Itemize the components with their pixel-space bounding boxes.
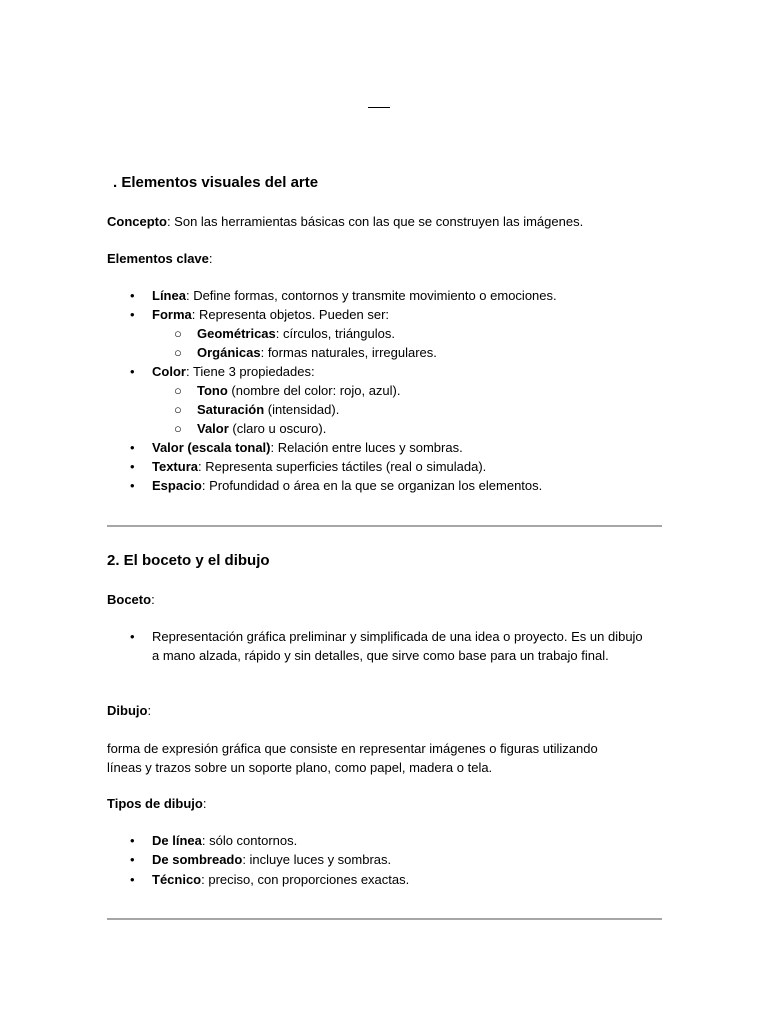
- list-item-forma: [152, 305, 389, 324]
- item-label: Textura: [152, 459, 198, 474]
- list-item-saturacion: [197, 400, 339, 419]
- section1-title: . Elementos visuales del arte: [113, 174, 319, 191]
- list-item-color: [152, 362, 315, 381]
- circle-bullet-icon: ○: [174, 402, 182, 417]
- bullet-icon: •: [130, 364, 135, 379]
- circle-bullet-icon: ○: [174, 421, 182, 436]
- header-line: [368, 107, 390, 108]
- dibujo-label: Dibujo: [107, 703, 148, 718]
- list-item-de-sombreado: [152, 850, 391, 869]
- item-text: : Tiene 3 propiedades:: [185, 364, 315, 379]
- item-text: : sólo contornos.: [201, 833, 298, 848]
- item-text: : Representa superficies táctiles (real o simulada).: [198, 459, 487, 474]
- list-item-valor-prop: [197, 419, 326, 438]
- item-text: : Representa objetos. Pueden ser:: [191, 307, 390, 322]
- item-label: Orgánicas: [197, 345, 261, 360]
- item-label: Forma: [152, 307, 192, 322]
- item-text: : incluye luces y sombras.: [242, 852, 392, 867]
- section-divider: [107, 918, 662, 920]
- bullet-icon: •: [130, 852, 135, 867]
- item-label: De línea: [152, 833, 202, 848]
- colon: :: [147, 703, 152, 718]
- item-text: (nombre del color: rojo, azul).: [227, 383, 401, 398]
- list-item-tecnico: [152, 870, 409, 889]
- concepto-paragraph: [107, 212, 583, 231]
- item-label: Valor (escala tonal): [152, 440, 271, 455]
- colon: :: [151, 592, 155, 607]
- elementos-clave-heading: [107, 249, 213, 268]
- circle-bullet-icon: ○: [174, 383, 182, 398]
- item-label: Tono: [197, 383, 228, 398]
- list-item-organicas: [197, 343, 437, 362]
- tipos-label: Tipos de dibujo: [107, 796, 203, 811]
- item-text: : formas naturales, irregulares.: [260, 345, 437, 360]
- list-item-linea: [152, 286, 557, 305]
- item-label: Color: [152, 364, 186, 379]
- item-text: : Profundidad o área en la que se organizan los elementos.: [201, 478, 543, 493]
- dibujo-heading: [107, 701, 151, 720]
- colon: :: [202, 796, 207, 811]
- list-item-textura: [152, 457, 486, 476]
- item-label: Línea: [152, 288, 186, 303]
- item-label: De sombreado: [152, 852, 243, 867]
- item-text: (claro u oscuro).: [228, 421, 327, 436]
- bullet-icon: •: [130, 440, 135, 455]
- item-label: Valor: [197, 421, 229, 436]
- dibujo-text-line1: forma de expresión gráfica que consiste en representar imágenes o figuras utilizando: [107, 741, 598, 756]
- item-text: (intensidad).: [264, 402, 340, 417]
- list-item-tono: [197, 381, 401, 400]
- bullet-icon: •: [130, 629, 135, 644]
- circle-bullet-icon: ○: [174, 326, 182, 341]
- list-item-valor: [152, 438, 463, 457]
- bullet-icon: •: [130, 288, 135, 303]
- section-divider: [107, 525, 662, 527]
- bullet-icon: •: [130, 872, 135, 887]
- section2-title: 2. El boceto y el dibujo: [107, 552, 270, 569]
- boceto-heading: [107, 590, 155, 609]
- item-text: : Define formas, contornos y transmite movimiento o emociones.: [185, 288, 557, 303]
- boceto-label: Boceto: [107, 592, 152, 607]
- item-label: Espacio: [152, 478, 202, 493]
- list-item-de-linea: [152, 831, 297, 850]
- bullet-icon: •: [130, 307, 135, 322]
- item-label: Técnico: [152, 872, 202, 887]
- dibujo-text-line2: líneas y trazos sobre un soporte plano, como papel, madera o tela.: [107, 760, 493, 775]
- elementos-clave-label: Elementos clave: [107, 251, 209, 266]
- item-text: : círculos, triángulos.: [275, 326, 395, 341]
- item-label: Saturación: [197, 402, 265, 417]
- list-item-espacio: [152, 476, 542, 495]
- tipos-heading: [107, 794, 206, 813]
- item-label: Geométricas: [197, 326, 276, 341]
- concepto-text: : Son las herramientas básicas con las que se construyen las imágenes.: [166, 214, 584, 229]
- item-text: : preciso, con proporciones exactas.: [201, 872, 410, 887]
- circle-bullet-icon: ○: [174, 345, 182, 360]
- item-text: : Relación entre luces y sombras.: [270, 440, 463, 455]
- bullet-icon: •: [130, 478, 135, 493]
- colon: :: [208, 251, 213, 266]
- boceto-text: Representación gráfica preliminar y simplificada de una idea o proyecto. Es un dibujo a mano alzada, rápido y sin detalles, que sirve como base para un trabajo final.: [152, 629, 643, 663]
- concepto-label: Concepto: [107, 214, 167, 229]
- bullet-icon: •: [130, 833, 135, 848]
- bullet-icon: •: [130, 459, 135, 474]
- list-item-geometricas: [197, 324, 395, 343]
